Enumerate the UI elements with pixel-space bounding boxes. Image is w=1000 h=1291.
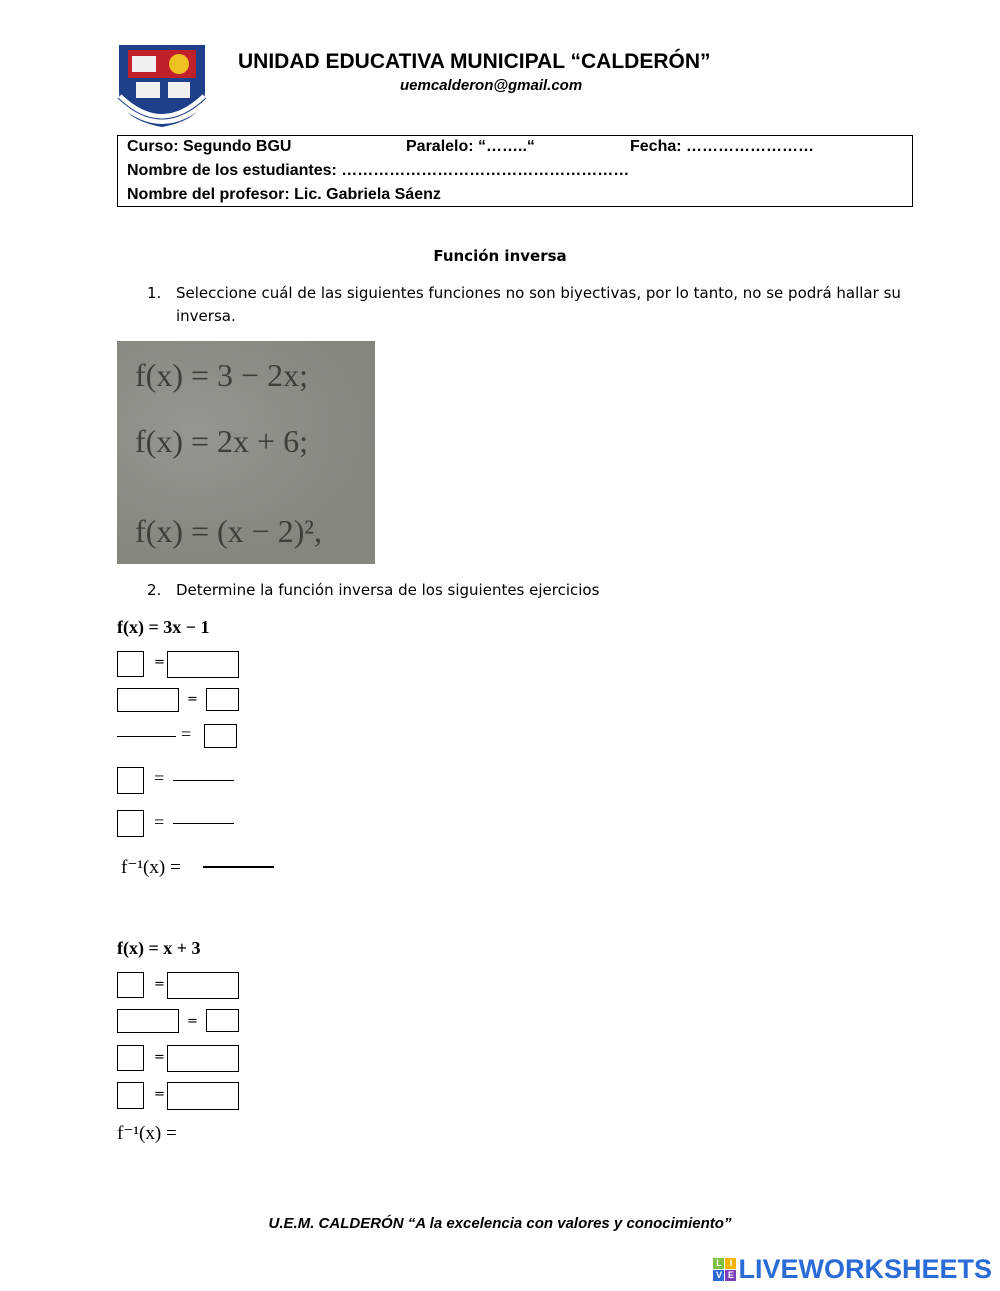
equals-sign: = [154, 812, 165, 832]
ex1-row3-right-box[interactable] [204, 724, 237, 748]
ex1-row2-left-box[interactable] [117, 688, 179, 712]
exercise2-function: f(x) = x + 3 [117, 938, 201, 958]
course-label: Curso: Segundo BGU [127, 138, 292, 155]
formula-1: f(x) = 3 − 2x; [135, 357, 308, 393]
question1-text-line1: Seleccione cuál de las siguientes funciones no son biyectivas, por lo tanto, no se podrá hallar su [176, 284, 901, 302]
question1-number: 1. [147, 284, 162, 302]
ex1-row2-right-box[interactable] [206, 688, 239, 711]
ex1-row5-fraction-line[interactable] [173, 823, 234, 824]
ex1-row1-right-box[interactable] [167, 651, 239, 678]
formula-3: f(x) = (x − 2)², [135, 513, 322, 549]
question1-text-line2: inversa. [176, 307, 236, 325]
student-info-box [117, 135, 913, 207]
question2-text: Determine la función inversa de los siguientes ejercicios [176, 581, 600, 599]
liveworksheets-wordmark: LIVEWORKSHEETS [738, 1254, 992, 1284]
ex1-row3-fraction-line[interactable] [117, 736, 176, 737]
page-title: Función inversa [433, 247, 567, 265]
parallel-label: Paralelo: “……..“ [406, 138, 535, 155]
ex2-row1-left-box[interactable] [117, 972, 144, 998]
ex1-row1-left-box[interactable] [117, 651, 144, 677]
liveworksheets-brand [713, 1254, 992, 1285]
equals-sign: = [187, 692, 198, 707]
equals-sign: = [181, 724, 192, 744]
equals-sign: = [187, 1014, 198, 1029]
logo-letter-i: I [725, 1258, 736, 1269]
teacher-name-label: Nombre del profesor: Lic. Gabriela Sáenz [127, 186, 441, 203]
school-name: UNIDAD EDUCATIVA MUNICIPAL “CALDERÓN” [238, 50, 711, 73]
ex2-row1-right-box[interactable] [167, 972, 239, 999]
ex1-row4-left-box[interactable] [117, 767, 144, 794]
equals-sign: = [154, 1087, 165, 1102]
question2-number: 2. [147, 581, 162, 599]
logo-letter-v: V [713, 1270, 724, 1281]
functions-image [117, 341, 375, 564]
students-name-label: Nombre de los estudiantes: ……………………………………………… [127, 162, 630, 179]
ex2-inverse-label: f⁻¹(x) = [117, 1123, 177, 1144]
equals-sign: = [154, 655, 165, 670]
logo-letter-e: E [725, 1270, 736, 1281]
logo-letter-l: L [713, 1258, 724, 1269]
school-email: uemcalderon@gmail.com [400, 77, 583, 94]
liveworksheets-logo-icon [713, 1258, 736, 1281]
ex1-row5-left-box[interactable] [117, 810, 144, 837]
formula-2: f(x) = 2x + 6; [135, 423, 308, 459]
equals-sign: = [154, 977, 165, 992]
footer-motto: U.E.M. CALDERÓN “A la excelencia con valores y conocimiento” [268, 1215, 732, 1232]
ex2-row2-right-box[interactable] [206, 1009, 239, 1032]
school-crest-logo [114, 40, 210, 128]
ex2-row4-left-box[interactable] [117, 1082, 144, 1109]
ex1-inverse-label: f⁻¹(x) = [121, 857, 181, 878]
ex2-row4-right-box[interactable] [167, 1082, 239, 1110]
date-label: Fecha: …………………… [630, 138, 815, 155]
ex1-row4-fraction-line[interactable] [173, 780, 234, 781]
equals-sign: = [154, 1050, 165, 1065]
equals-sign: = [154, 768, 165, 788]
ex2-row3-right-box[interactable] [167, 1045, 239, 1072]
exercise1-function: f(x) = 3x − 1 [117, 617, 210, 637]
ex2-row2-left-box[interactable] [117, 1009, 179, 1033]
ex1-inverse-answer-line[interactable] [203, 866, 274, 868]
ex2-row3-left-box[interactable] [117, 1045, 144, 1071]
